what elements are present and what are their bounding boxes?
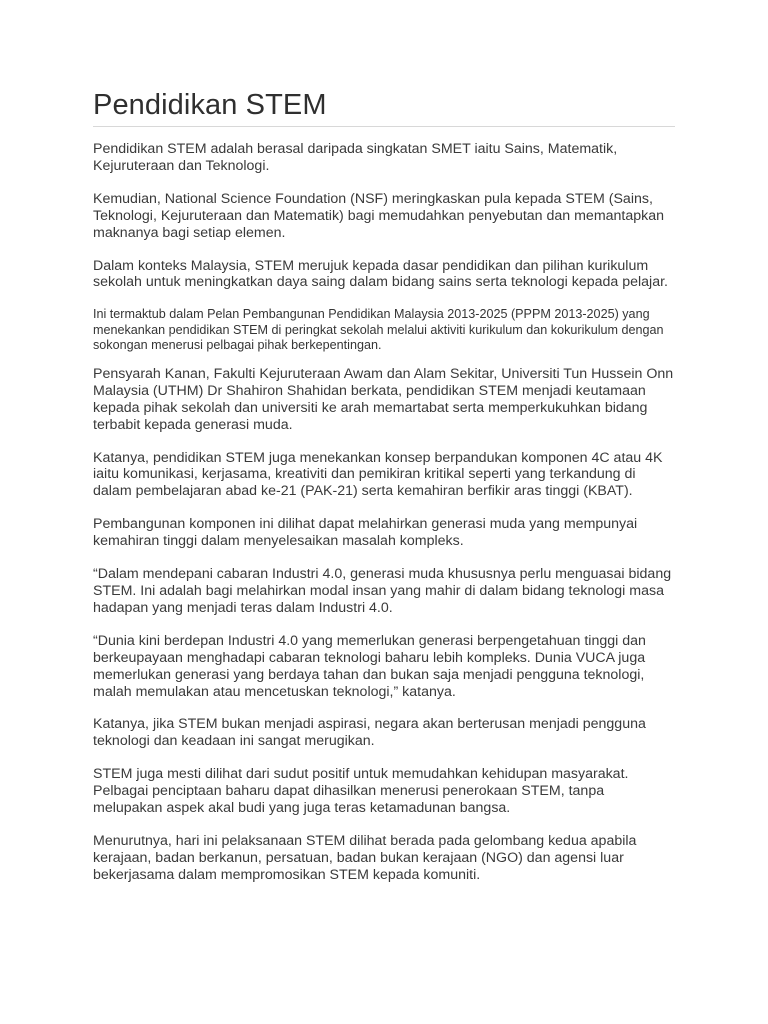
paragraph: Menurutnya, hari ini pelaksanaan STEM dilihat berada pada gelombang kedua apabila kerajaan, badan berkanun, persatuan, badan bukan kerajaan (NGO) dan agensi luar bekerjasama dalam mempromosikan STEM kepada komuniti. (93, 832, 637, 883)
paragraph: Kemudian, National Science Foundation (NSF) meringkaskan pula kepada STEM (Sains, Teknologi, Kejuruteraan dan Matematik) bagi memudahkan penyebutan dan memantapkan maknanya bagi setiap elemen. (93, 190, 665, 241)
paragraph-quote: “Dunia kini berdepan Industri 4.0 yang memerlukan generasi berpengetahuan tinggi dan berkeupayaan menghadapi cabaran teknologi baharu lebih kompleks. Dunia VUCA juga memerlukan generasi yang berdaya tahan dan bukan saja menjadi pengguna teknologi, malah memulakan atau mencetuskan teknologi,” katanya. (93, 632, 646, 700)
paragraph: STEM juga mesti dilihat dari sudut positif untuk memudahkan kehidupan masyarakat. Pelbagai penciptaan baharu dapat dihasilkan menerusi penerokaan STEM, tanpa melupakan aspek akal budi yang juga teras ketamadunan bangsa. (93, 766, 629, 817)
paragraph: Dalam konteks Malaysia, STEM merujuk kepada dasar pendidikan dan pilihan kurikulum sekolah untuk meningkatkan daya saing dalam bidang sains serta teknologi kepada pelajar. (93, 257, 668, 291)
paragraph-quote: “Dalam mendepani cabaran Industri 4.0, generasi muda khususnya perlu menguasai bidang STEM. Ini adalah bagi melahirkan modal insan yang mahir di dalam bidang teknologi masa hadapan yang menjadi teras dalam Industri 4.0. (93, 566, 672, 616)
paragraph: Katanya, pendidikan STEM juga menekankan konsep berpandukan komponen 4C atau 4K iaitu komunikasi, kerjasama, kreativiti dan pemikiran kritikal seperti yang terkandung di dalam pembelajaran abad ke-21 (PAK-21) serta kemahiran berfikir aras tinggi (KBAT). (93, 449, 663, 500)
document-body (93, 141, 675, 884)
paragraph: Pensyarah Kanan, Fakulti Kejuruteraan Awam dan Alam Sekitar, Universiti Tun Hussein Onn Malaysia (UTHM) Dr Shahiron Shahidan berkata, pendidikan STEM menjadi keutamaan kepada pihak sekolah dan universiti ke arah memartabat serta memperkukuhkan bidang terbabit kepada generasi muda. (93, 365, 674, 433)
document-page (93, 86, 675, 900)
paragraph-small: Ini termaktub dalam Pelan Pembangunan Pendidikan Malaysia 2013-2025 (PPPM 2013-2025) yang menekankan pendidikan STEM di peringkat sekolah melalui aktiviti kurikulum dan kokurikulum dengan sokongan menerusi pelbagai pihak berkepentingan. (93, 307, 664, 352)
paragraph: Pendidikan STEM adalah berasal daripada singkatan SMET iaitu Sains, Matematik, Kejuruteraan dan Teknologi. (93, 141, 618, 174)
document-title: Pendidikan STEM (93, 86, 675, 127)
paragraph: Katanya, jika STEM bukan menjadi aspirasi, negara akan berterusan menjadi pengguna teknologi dan keadaan ini sangat merugikan. (93, 716, 646, 750)
paragraph: Pembangunan komponen ini dilihat dapat melahirkan generasi muda yang mempunyai kemahiran tinggi dalam menyelesaikan masalah kompleks. (93, 516, 638, 550)
